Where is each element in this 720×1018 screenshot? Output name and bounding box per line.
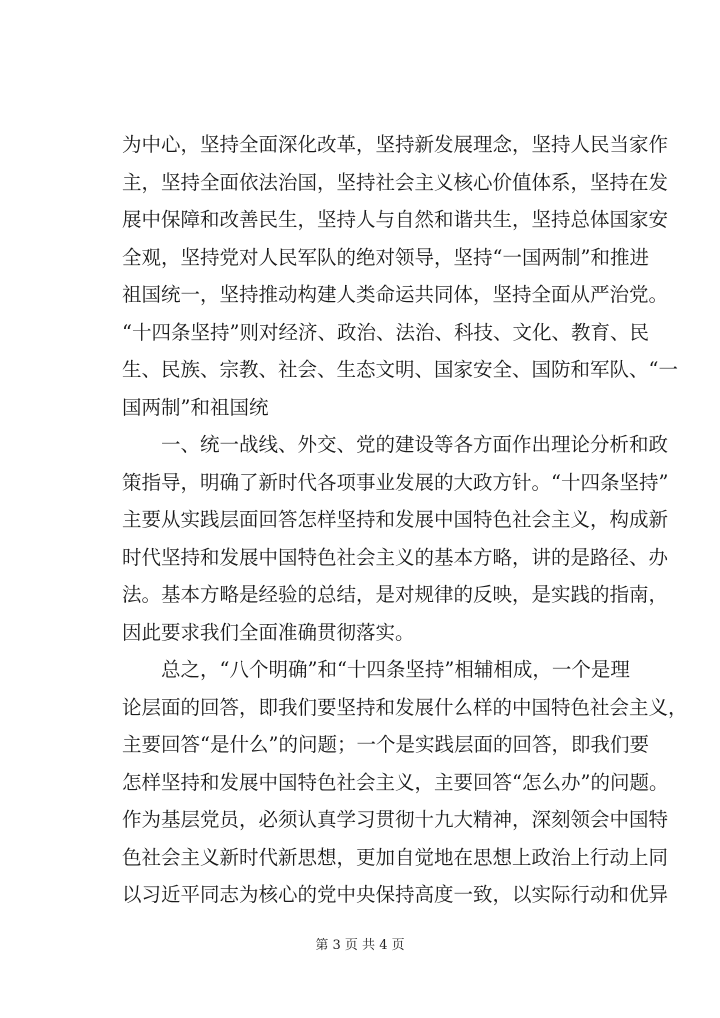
text-line-4: 全观，坚持党对人民军队的绝对领导，坚持“一国两制”和推进 <box>122 245 649 269</box>
text-line-12: 时代坚持和发展中国特色社会主义的基本方略，讲的是路径、办 <box>122 545 669 569</box>
text-line-10: 策指导，明确了新时代各项事业发展的大政方针。“十四条坚持” <box>122 470 669 494</box>
text-line-18: 怎样坚持和发展中国特色社会主义，主要回答“怎么办”的问题。 <box>122 770 669 794</box>
text-line-6: “十四条坚持”则对经济、政治、法治、科技、文化、教育、民 <box>122 320 649 344</box>
text-line-7: 生、民族、宗教、社会、生态文明、国家安全、国防和军队、“一 <box>122 358 678 381</box>
text-line-14: 因此要求我们全面准确贯彻落实。 <box>122 620 415 644</box>
text-line-3: 展中保障和改善民生，坚持人与自然和谐共生，坚持总体国家安 <box>122 208 669 231</box>
text-line-11: 主要从实践层面回答怎样坚持和发展中国特色社会主义，构成新 <box>122 508 669 531</box>
page-footer <box>0 937 720 955</box>
text-line-1: 为中心，坚持全面深化改革，坚持新发展理念，坚持人民当家作 <box>122 133 669 156</box>
text-line-2: 主，坚持全面依法治国，坚持社会主义核心价值体系，坚持在发 <box>122 170 669 194</box>
page-number: 第 3 页 共 4 页 <box>315 938 405 953</box>
text-line-5: 祖国统一，坚持推动构建人类命运共同体，坚持全面从严治党。 <box>122 283 669 306</box>
text-line-9: 一、统一战线、外交、党的建设等各方面作出理论分析和政 <box>122 433 669 456</box>
text-line-21: 以习近平同志为核心的党中央保持高度一致，以实际行动和优异 <box>122 883 669 906</box>
text-line-8: 国两制”和祖国统 <box>122 395 269 419</box>
text-line-19: 作为基层党员，必须认真学习贯彻十九大精神，深刻领会中国特 <box>122 808 669 831</box>
text-line-20: 色社会主义新时代新思想，更加自觉地在思想上政治上行动上同 <box>122 845 669 869</box>
body-text <box>122 126 688 914</box>
text-line-13: 法。基本方略是经验的总结，是对规律的反映，是实践的指南， <box>122 583 669 606</box>
text-line-17: 主要回答“是什么”的问题；一个是实践层面的回答，即我们要 <box>122 733 649 756</box>
text-line-16: 论层面的回答，即我们要坚持和发展什么样的中国特色社会主义， <box>122 695 688 719</box>
text-line-15: 总之，“八个明确”和“十四条坚持”相辅相成，一个是理 <box>122 658 630 681</box>
